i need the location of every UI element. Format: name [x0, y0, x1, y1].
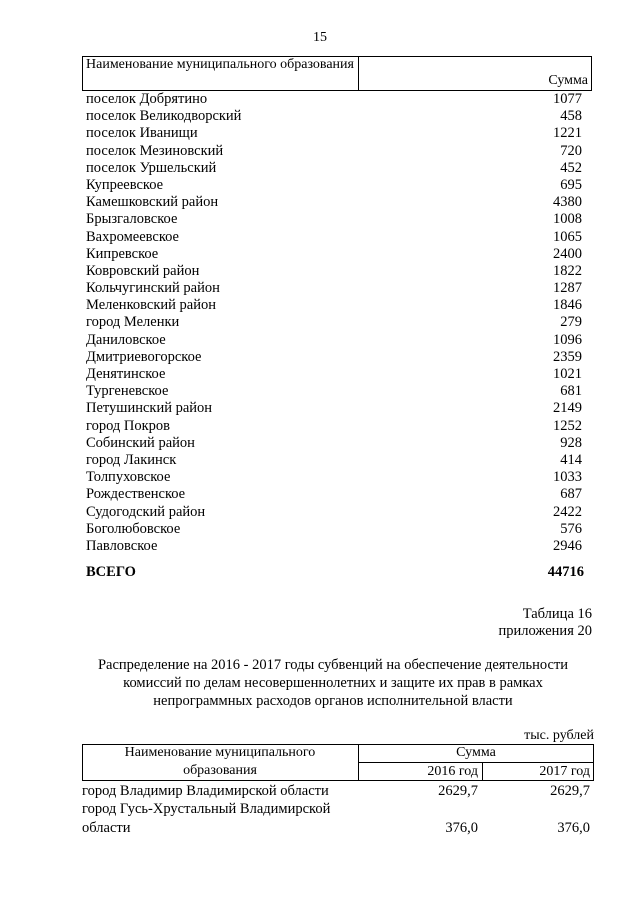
table2-header-year2: 2017 год — [539, 764, 590, 779]
row-name: Боголюбовское — [86, 520, 181, 537]
row-name: Кольчугинский район — [86, 280, 220, 297]
table-row — [82, 263, 592, 280]
table-row — [82, 452, 592, 469]
table-row — [82, 521, 592, 538]
row-name: поселок Уршельский — [86, 159, 217, 176]
row-name: город Меленки — [86, 314, 180, 331]
table-row — [82, 246, 592, 263]
table1-body — [82, 91, 592, 555]
row-name: Кипревское — [86, 245, 159, 262]
header-name-line2: образования — [183, 763, 257, 778]
row-value: 687 — [560, 486, 582, 503]
table2-header-sum: Сумма — [456, 745, 496, 760]
table-row — [82, 435, 592, 452]
table1-total-row — [82, 563, 592, 581]
row-value: 720 — [560, 142, 582, 159]
row-name: поселок Иванищи — [86, 125, 198, 142]
table-row — [82, 418, 592, 435]
row-value: 452 — [560, 159, 582, 176]
row-value: 1096 — [553, 331, 582, 348]
table1-header-sum: Сумма — [548, 73, 588, 88]
row-name: Павловское — [86, 537, 158, 554]
row-name: Собинский район — [86, 434, 195, 451]
row-name: город Владимир Владимирской области — [82, 783, 329, 799]
row-name: город Лакинск — [86, 451, 177, 468]
table-row — [82, 314, 592, 331]
total-label: ВСЕГО — [86, 564, 136, 580]
row-value: 1846 — [553, 297, 582, 314]
row-value-2016: 376,0 — [445, 820, 478, 836]
header-name-line1: Наименование муниципального — [124, 745, 316, 760]
table2-header — [82, 744, 594, 781]
row-name: поселок Добрятино — [86, 91, 208, 107]
table-row — [82, 194, 592, 211]
row-value: 681 — [560, 383, 582, 400]
row-value: 4380 — [553, 194, 582, 211]
table-row — [82, 229, 592, 246]
table-row — [82, 143, 592, 160]
row-name: Даниловское — [86, 331, 166, 348]
table-row — [82, 211, 592, 228]
table-row — [82, 400, 592, 417]
row-value: 1008 — [553, 211, 582, 228]
row-name: поселок Великодворский — [86, 108, 242, 125]
row-value: 1065 — [553, 228, 582, 245]
table-label-line2: приложения 20 — [498, 623, 592, 639]
total-value: 44716 — [547, 564, 584, 580]
row-name: Петушинский район — [86, 400, 213, 417]
row-name: город Гусь-Хрустальный Владимирской области — [82, 801, 331, 836]
row-value: 1077 — [553, 91, 582, 107]
row-name: Вахромеевское — [86, 228, 179, 245]
row-value: 1822 — [553, 262, 582, 279]
row-name: Камешковский район — [86, 194, 219, 211]
row-value-2017: 376,0 — [557, 820, 590, 836]
row-value: 928 — [560, 434, 582, 451]
table-row — [82, 800, 594, 838]
page-number: 15 — [313, 30, 327, 45]
table-row — [82, 782, 594, 801]
row-name: Дмитриевогорское — [86, 348, 202, 365]
table-row — [82, 332, 592, 349]
table-row — [82, 160, 592, 177]
row-name: Меленковский район — [86, 297, 216, 314]
table-label — [499, 606, 592, 640]
table-row — [82, 538, 592, 555]
units-label: тыс. рублей — [524, 728, 594, 743]
table2-header-year1: 2016 год — [427, 764, 478, 779]
table-row — [82, 297, 592, 314]
row-name: Денятинское — [86, 366, 166, 382]
row-value: 1021 — [553, 366, 582, 382]
row-value: 1287 — [553, 280, 582, 297]
table-row — [82, 91, 592, 108]
table-row — [82, 349, 592, 366]
row-value: 2359 — [553, 348, 582, 365]
table-row — [82, 486, 592, 503]
row-value: 1033 — [553, 469, 582, 486]
row-value: 1252 — [553, 417, 582, 434]
table2-header-name — [82, 744, 358, 780]
row-name: Толпуховское — [86, 469, 171, 486]
row-value: 1221 — [553, 125, 582, 142]
table-row — [82, 469, 592, 486]
row-name: город Покров — [86, 417, 171, 434]
row-name: Тургеневское — [86, 383, 169, 400]
row-value: 695 — [560, 176, 582, 193]
row-value: 2422 — [553, 503, 582, 520]
row-value: 2400 — [553, 245, 582, 262]
table-row — [82, 366, 592, 383]
table-row — [82, 280, 592, 297]
row-value: 458 — [560, 108, 582, 125]
row-value-2017: 2629,7 — [550, 783, 590, 799]
row-name: Судогодский район — [86, 503, 206, 520]
table-row — [82, 383, 592, 400]
row-name: поселок Мезиновский — [86, 142, 224, 159]
row-value: 576 — [560, 520, 582, 537]
row-name: Рождественское — [86, 486, 186, 503]
row-value: 279 — [560, 314, 582, 331]
row-name: Ковровский район — [86, 262, 200, 279]
table-row — [82, 108, 592, 125]
row-name: Купреевское — [86, 176, 164, 193]
section-title: Распределение на 2016 - 2017 годы субвенций на обеспечение деятельности комиссий по делам несовершеннолетних и защите их прав в рамках непрограммных расходов органов исполнительной власти — [97, 657, 569, 709]
row-value-2016: 2629,7 — [438, 783, 478, 799]
table-row — [82, 504, 592, 521]
table1-header-name: Наименование муниципального образования — [86, 57, 354, 72]
table1-header — [82, 56, 592, 90]
table-label-line1: Таблица 16 — [522, 606, 592, 622]
table-row — [82, 125, 592, 142]
row-value: 2946 — [553, 537, 582, 554]
row-value: 414 — [560, 451, 582, 468]
table-row — [82, 177, 592, 194]
row-name: Брызгаловское — [86, 211, 178, 228]
row-value: 2149 — [553, 400, 582, 417]
